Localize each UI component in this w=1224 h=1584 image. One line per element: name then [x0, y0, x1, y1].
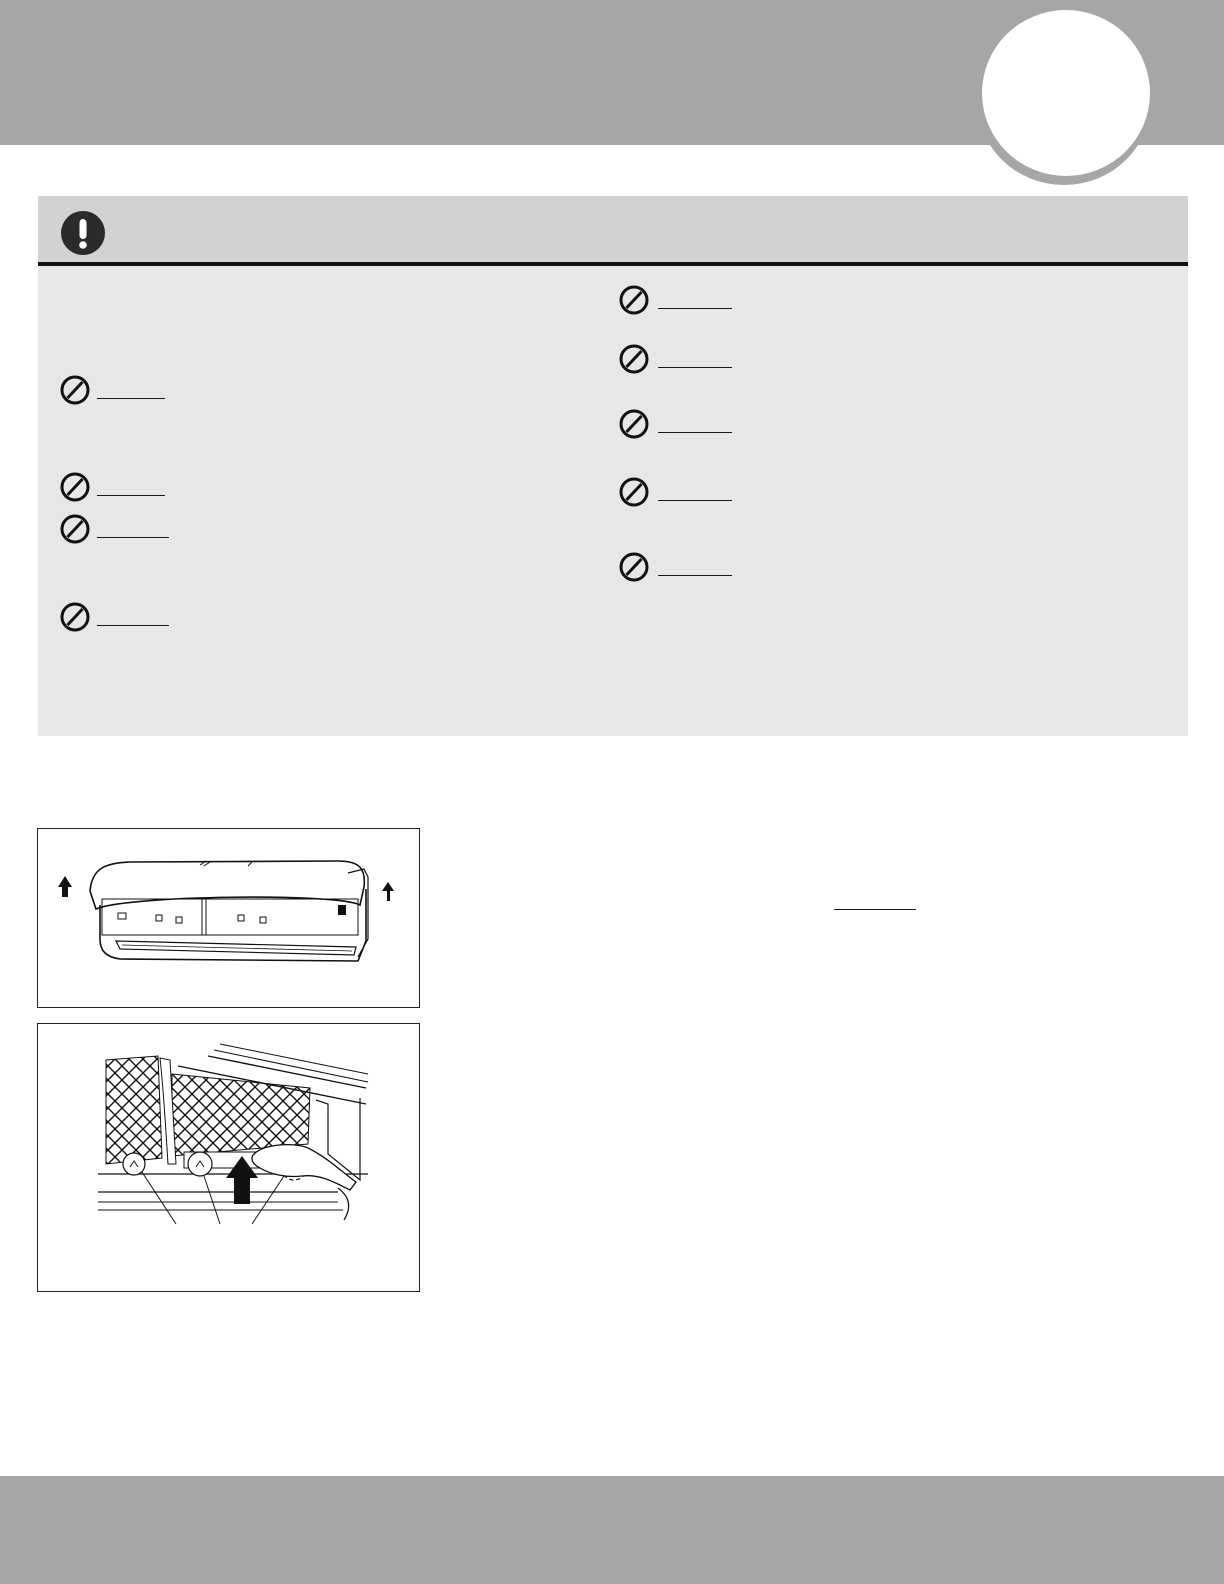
up-arrow-icon: [382, 882, 394, 901]
page-number-badge: [982, 10, 1150, 176]
prohibition-icon: [59, 471, 91, 503]
indoor-unit-front-panel-lifted-figure: [37, 828, 420, 1008]
indoor-unit-drawing: [38, 829, 421, 1009]
safety-notice-header: [38, 196, 1188, 266]
item-heading-rule: [658, 575, 732, 576]
prohibition-icon: [618, 284, 650, 316]
item-heading-rule: [97, 398, 165, 399]
prohibition-icon: [59, 374, 91, 406]
exclamation-circle-icon: [60, 210, 106, 256]
prohibition-item: [618, 551, 818, 585]
prohibition-item: [618, 476, 818, 510]
item-heading-rule: [97, 625, 169, 626]
hand-icon: [252, 1145, 356, 1220]
prohibition-item: [618, 343, 818, 377]
prohibition-icon: [59, 601, 91, 633]
prohibition-item: [618, 284, 818, 318]
prohibition-item: [59, 601, 259, 635]
prohibition-icon: [618, 476, 650, 508]
prohibition-icon: [618, 551, 650, 583]
prohibition-item: [59, 471, 259, 505]
air-filter-removal-figure: [37, 1023, 420, 1292]
prohibition-icon: [59, 513, 91, 545]
item-heading-rule: [658, 432, 732, 433]
item-heading-rule: [97, 495, 165, 496]
item-heading-rule: [658, 308, 732, 309]
prohibition-item: [618, 408, 818, 442]
safety-notice-panel: [38, 196, 1188, 736]
up-arrow-icon: [58, 876, 72, 897]
text-underline-rule: [834, 909, 916, 910]
item-heading-rule: [97, 537, 169, 538]
page-footer-bar: [0, 1476, 1224, 1584]
prohibition-item: [59, 513, 259, 547]
item-heading-rule: [658, 500, 732, 501]
air-filter-drawing: [38, 1024, 421, 1293]
item-heading-rule: [658, 367, 732, 368]
prohibition-icon: [618, 343, 650, 375]
prohibition-icon: [618, 408, 650, 440]
prohibition-item: [59, 374, 259, 408]
